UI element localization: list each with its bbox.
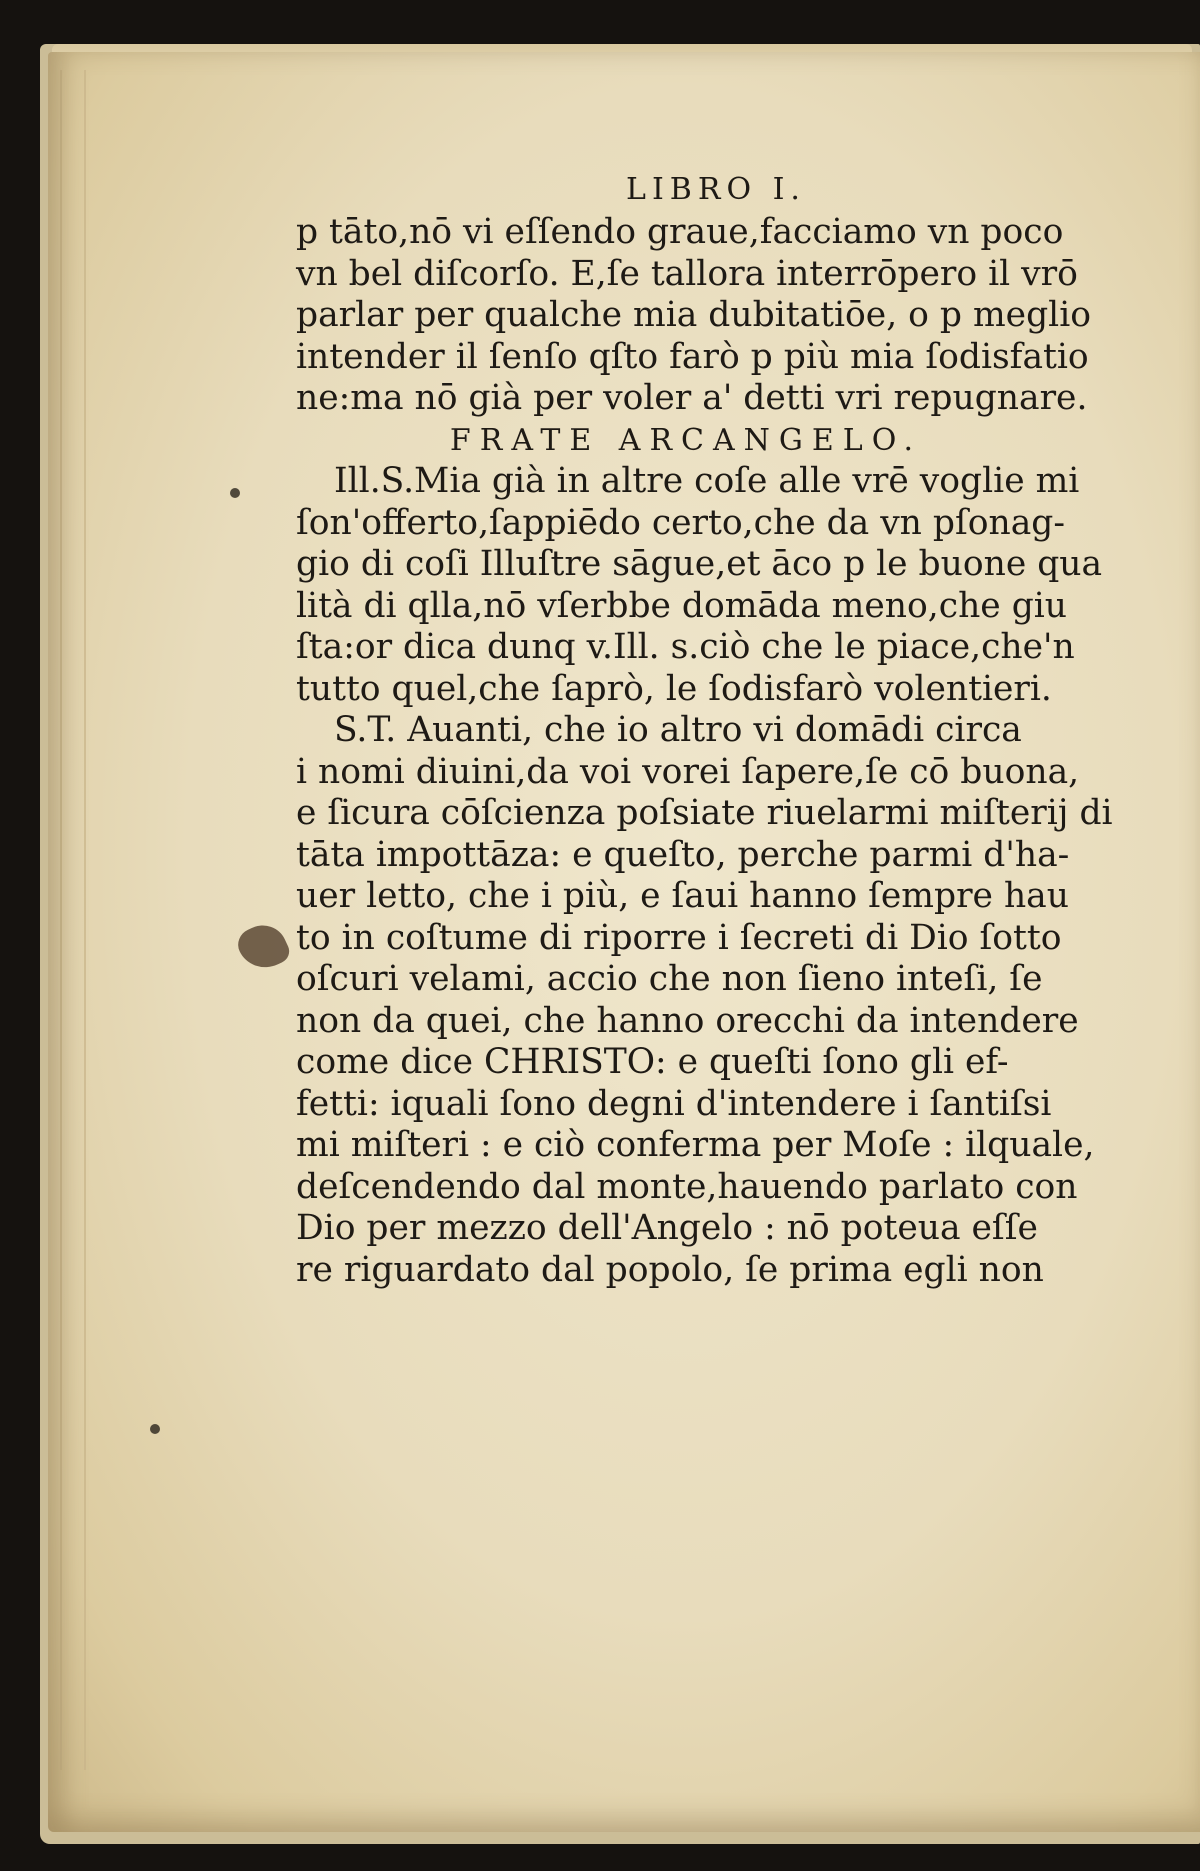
speck-mark — [150, 1424, 160, 1434]
text-line: uer letto, che i più, e ſaui hanno ſempre hau — [296, 876, 1069, 916]
text-line: ſon'offerto,ſappiēdo certo,che da vn pſonag- — [296, 502, 1066, 543]
speck-mark — [230, 488, 240, 498]
text-line: come dice CHRISTO: e queſti ſono gli ef- — [296, 1042, 1009, 1082]
speaker-heading: FRATE ARCANGELO. — [449, 422, 923, 458]
text-line: Dio per mezzo dell'Angelo : nō poteua eſſe — [296, 1208, 1038, 1248]
text-line: fetti: iquali ſono degni d'intendere i ſantiſsi — [296, 1083, 1052, 1124]
text-line: non da quei, che hanno orecchi da intendere — [296, 1000, 1079, 1041]
text-line: gio di coſi Illuſtre sāgue,et āco p le buone qua — [296, 544, 1103, 584]
page-fore-edge — [60, 70, 86, 1770]
text-line: Ill.S.Mia già in altre coſe alle vrē voglie mi — [334, 461, 1080, 501]
text-block — [296, 172, 1113, 1291]
text-line: vn bel diſcorſo. E,ſe tallora interrōpero il vrō — [296, 253, 1078, 294]
text-line: parlar per qualche mia dubitatiōe, o p meglio — [296, 295, 1091, 335]
text-line: intender il ſenſo qſto farò p più mia ſodisfatio — [296, 336, 1089, 377]
text-line: ſta:or dica dunq v.Ill. s.ciò che le piace,che'n — [296, 627, 1075, 667]
text-line: i nomi diuini,da voi vorei ſapere,ſe cō buona, — [296, 751, 1080, 792]
text-line: oſcuri velami, accio che non ſieno inteſi, ſe — [296, 959, 1043, 999]
text-line: to in coſtume di riporre i ſecreti di Dio ſotto — [296, 917, 1062, 958]
text-line: mi miſteri : e ciò conferma per Moſe : ilquale, — [296, 1125, 1095, 1165]
text-line: p tāto,nō vi eſſendo graue,facciamo vn poco — [296, 212, 1064, 252]
text-line: re riguardato dal popolo, ſe prima egli non — [296, 1249, 1044, 1290]
text-line: S.T. Auanti, che io altro vi domādi circa — [334, 710, 1022, 750]
text-line: deſcendendo dal monte,hauendo parlato con — [296, 1166, 1078, 1207]
text-line: tutto quel,che ſaprò, le ſodisfarò volentieri. — [296, 668, 1052, 709]
text-line: e ſicura cōſcienza poſsiate riuelarmi miſterij di — [296, 793, 1113, 833]
text-line: lità di qlla,nō vſerbbe domāda meno,che giu — [296, 585, 1068, 626]
text-line: tāta impottāza: e queſto, perche parmi d'ha- — [296, 834, 1070, 875]
text-line: ne:ma nō già per voler a' detti vri repugnare. — [296, 378, 1088, 418]
running-head: LIBRO I. — [626, 172, 806, 207]
